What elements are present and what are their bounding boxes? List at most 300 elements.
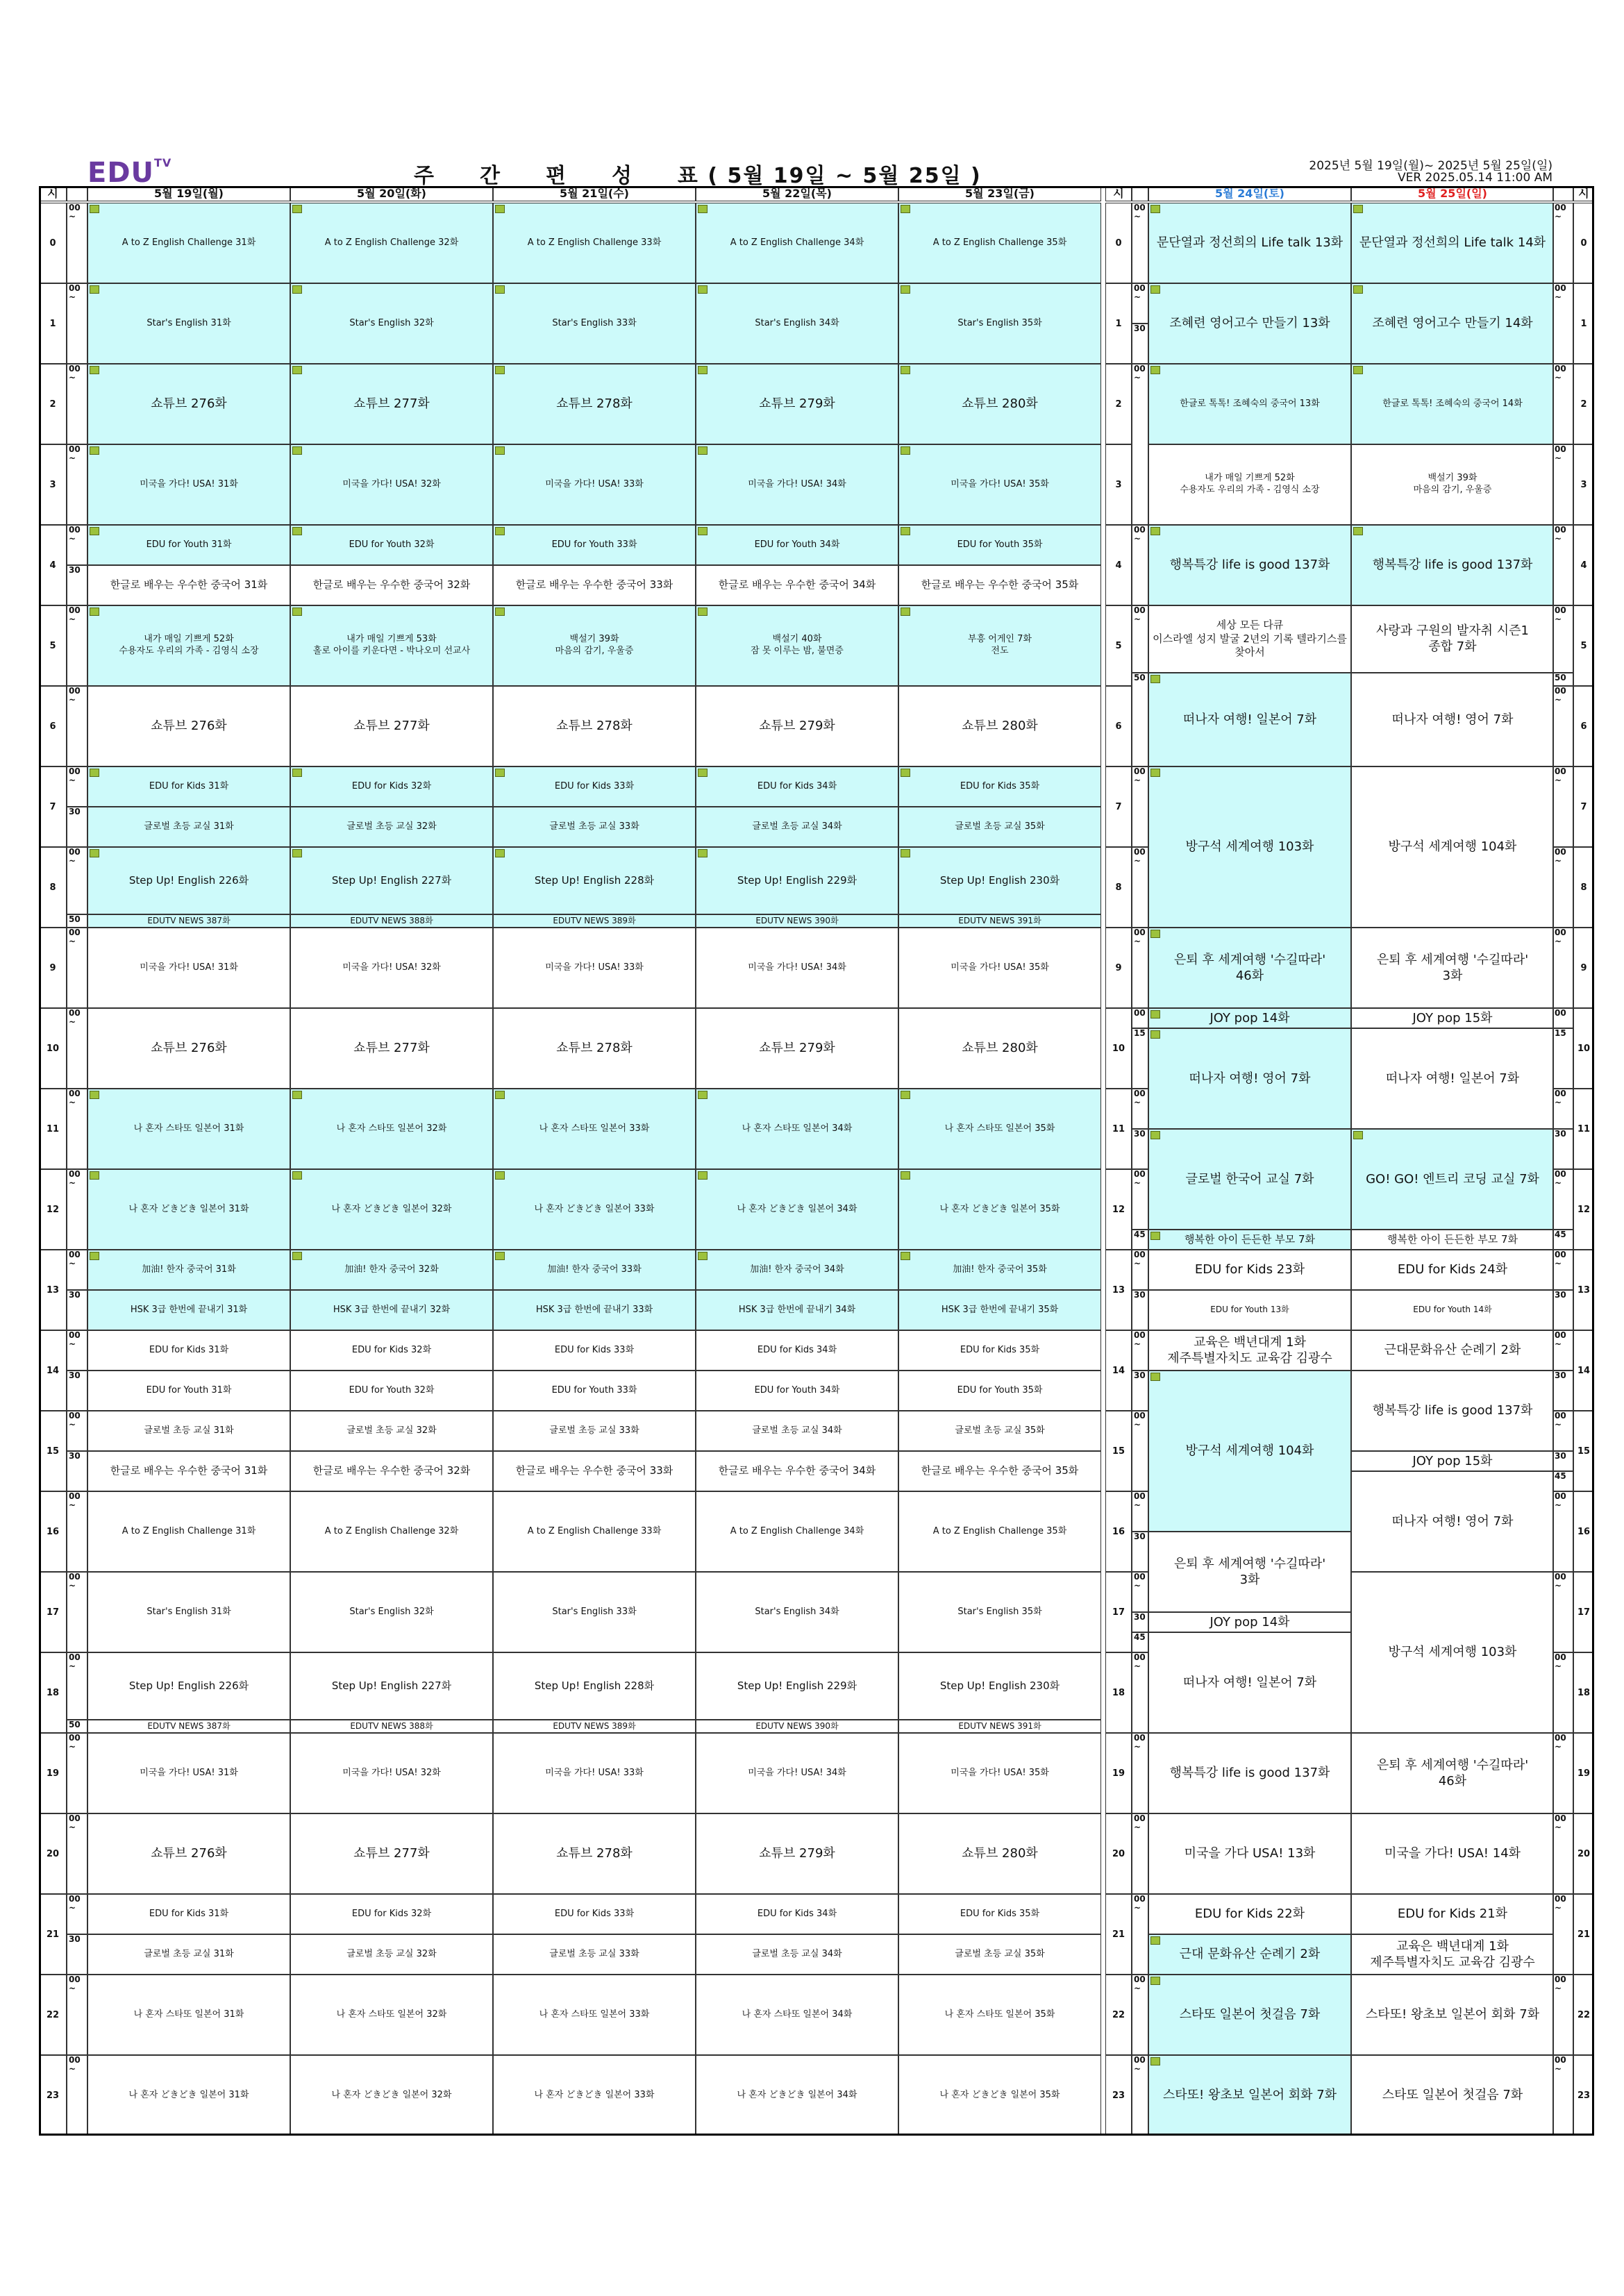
program-cell[interactable]: 백설기 39화 마음의 감기, 우울증 — [493, 605, 696, 686]
program-cell[interactable]: EDU for Kids 33화 — [493, 766, 696, 807]
program-cell[interactable]: HSK 3급 한번에 끝내기 31화 — [87, 1290, 290, 1330]
sun-time-mark: 45 — [1552, 1471, 1573, 1491]
program-cell[interactable]: 나 혼자 どきどき 일본어 33화 — [493, 2055, 696, 2136]
hour-label: 23 — [1573, 2055, 1594, 2136]
program-cell[interactable]: 한글로 배우는 우수한 중국어 35화 — [898, 565, 1101, 605]
program-cell[interactable]: 쇼튜브 279화 — [696, 1008, 898, 1089]
program-cell[interactable]: EDUTV NEWS 391화 — [898, 914, 1101, 928]
program-cell[interactable]: 한글로 배우는 우수한 중국어 31화 — [87, 1451, 290, 1491]
flag-icon — [901, 607, 910, 616]
hour-label: 20 — [1573, 1813, 1594, 1894]
hour-label: 7 — [1573, 766, 1594, 847]
sheet-header — [39, 154, 1594, 187]
hour-label: 12 — [1105, 1169, 1132, 1250]
hour-label: 3 — [39, 444, 67, 525]
sat-program-cell[interactable]: 조혜련 영어고수 만들기 13화 — [1148, 283, 1351, 364]
sun-time-mark: 00 ~ — [1552, 525, 1573, 605]
program-cell[interactable]: HSK 3급 한번에 끝내기 35화 — [898, 1290, 1101, 1330]
sat-program-cell[interactable]: 행복특강 life is good 137화 — [1148, 525, 1351, 605]
program-cell[interactable]: EDU for Kids 33화 — [493, 1894, 696, 1934]
program-cell[interactable]: 글로벌 초등 교실 33화 — [493, 1934, 696, 1975]
program-cell[interactable]: 쇼튜브 278화 — [493, 686, 696, 766]
program-cell[interactable]: 加油! 한자 중국어 35화 — [898, 1250, 1101, 1290]
flag-icon — [90, 1091, 99, 1099]
program-cell[interactable]: HSK 3급 한번에 끝내기 34화 — [696, 1290, 898, 1330]
flag-icon — [1150, 930, 1160, 938]
program-cell[interactable]: Star's English 35화 — [898, 283, 1101, 364]
hour-label: 10 — [39, 1008, 67, 1089]
sun-program-cell[interactable]: 방구석 세계여행 104화 — [1351, 766, 1554, 928]
hour-label: 6 — [1573, 686, 1594, 766]
hour-label: 14 — [1573, 1330, 1594, 1411]
time-mark: 30 — [67, 565, 87, 605]
program-cell[interactable]: EDU for Kids 35화 — [898, 766, 1101, 807]
sun-program-cell[interactable]: JOY pop 15화 — [1351, 1451, 1554, 1471]
program-cell[interactable]: A to Z English Challenge 31화 — [87, 1491, 290, 1572]
program-cell[interactable]: 글로벌 초등 교실 31화 — [87, 1411, 290, 1451]
program-cell[interactable]: 글로벌 초등 교실 34화 — [696, 807, 898, 847]
hour-label: 12 — [1573, 1169, 1594, 1250]
program-cell[interactable]: 한글로 배우는 우수한 중국어 34화 — [696, 565, 898, 605]
time-mark: 00 ~ — [67, 686, 87, 766]
program-cell[interactable]: 백설기 40화 잠 못 이루는 밤, 불면증 — [696, 605, 898, 686]
hour-label: 8 — [39, 847, 67, 928]
flag-icon — [90, 205, 99, 213]
program-cell[interactable]: EDU for Kids 31화 — [87, 1330, 290, 1371]
program-cell[interactable]: 나 혼자 どきどき 일본어 32화 — [290, 2055, 493, 2136]
program-cell[interactable]: 미국을 가다! USA! 34화 — [696, 928, 898, 1008]
time-mark: 00 ~ — [67, 203, 87, 283]
program-cell[interactable]: EDUTV NEWS 388화 — [290, 1720, 493, 1733]
flag-icon — [1353, 527, 1363, 535]
flag-icon — [901, 205, 910, 213]
program-cell[interactable]: 글로벌 초등 교실 33화 — [493, 1411, 696, 1451]
program-cell[interactable]: EDU for Youth 31화 — [87, 525, 290, 565]
sat-time-mark: 30 — [1132, 1290, 1148, 1330]
sat-program-cell[interactable]: 떠나자 여행! 일본어 7화 — [1148, 673, 1351, 766]
program-cell[interactable]: EDU for Youth 32화 — [290, 525, 493, 565]
flag-icon — [90, 607, 99, 616]
program-cell[interactable]: 글로벌 초등 교실 31화 — [87, 1934, 290, 1975]
program-cell[interactable]: 미국을 가다! USA! 35화 — [898, 928, 1101, 1008]
sat-time-mark: 00 ~ — [1132, 1411, 1148, 1491]
program-cell[interactable]: 쇼튜브 276화 — [87, 1813, 290, 1894]
sat-program-cell[interactable]: EDU for Kids 22화 — [1148, 1894, 1351, 1934]
time-mark: 50 — [67, 914, 87, 928]
hour-label: 8 — [1105, 847, 1132, 928]
hour-label: 21 — [39, 1894, 67, 1975]
program-cell[interactable]: 쇼튜브 277화 — [290, 364, 493, 444]
program-cell[interactable]: 쇼튜브 277화 — [290, 1813, 493, 1894]
program-cell[interactable]: Step Up! English 227화 — [290, 847, 493, 914]
sat-program-cell[interactable]: 방구석 세계여행 103화 — [1148, 766, 1351, 928]
sun-program-cell[interactable]: 행복특강 life is good 137화 — [1351, 525, 1554, 605]
program-cell[interactable]: Star's English 34화 — [696, 283, 898, 364]
flag-icon — [698, 527, 708, 535]
program-cell[interactable]: 쇼튜브 279화 — [696, 686, 898, 766]
program-cell[interactable]: EDU for Kids 34화 — [696, 1894, 898, 1934]
program-cell[interactable]: Star's English 32화 — [290, 283, 493, 364]
sat-program-cell[interactable]: 문단열과 정선희의 Life talk 13화 — [1148, 203, 1351, 283]
sun-program-cell[interactable]: JOY pop 15화 — [1351, 1008, 1554, 1028]
sun-program-cell[interactable]: 근대문화유산 순례기 2화 — [1351, 1330, 1554, 1371]
program-cell[interactable]: 쇼튜브 280화 — [898, 1008, 1101, 1089]
program-cell[interactable]: 나 혼자 스타또 일본어 33화 — [493, 1089, 696, 1169]
hour-label: 0 — [1105, 203, 1132, 283]
program-cell[interactable]: 나 혼자 스타또 일본어 31화 — [87, 1089, 290, 1169]
program-cell[interactable]: EDU for Youth 34화 — [696, 525, 898, 565]
program-cell[interactable]: 미국을 가다! USA! 35화 — [898, 1733, 1101, 1813]
program-cell[interactable]: 나 혼자 스타또 일본어 32화 — [290, 1089, 493, 1169]
sat-program-cell[interactable]: EDU for Kids 23화 — [1148, 1250, 1351, 1290]
program-cell[interactable]: 미국을 가다! USA! 33화 — [493, 1733, 696, 1813]
sun-time-mark: 00 ~ — [1552, 928, 1573, 1008]
program-cell[interactable]: EDUTV NEWS 390화 — [696, 1720, 898, 1733]
hour-label: 20 — [39, 1813, 67, 1894]
sun-time-mark: 00 ~ — [1552, 1491, 1573, 1572]
sat-program-cell[interactable]: 근대 문화유산 순례기 2화 — [1148, 1934, 1351, 1975]
sun-program-cell[interactable]: 조혜련 영어고수 만들기 14화 — [1351, 283, 1554, 364]
program-cell[interactable]: 미국을 가다! USA! 33화 — [493, 444, 696, 525]
hour-label: 15 — [1105, 1411, 1132, 1491]
program-cell[interactable]: EDU for Youth 33화 — [493, 525, 696, 565]
program-cell[interactable]: EDUTV NEWS 389화 — [493, 914, 696, 928]
sat-program-cell[interactable]: 행복특강 life is good 137화 — [1148, 1733, 1351, 1813]
program-cell[interactable]: Step Up! English 229화 — [696, 847, 898, 914]
program-cell[interactable]: 加油! 한자 중국어 33화 — [493, 1250, 696, 1290]
hour-label: 14 — [1105, 1330, 1132, 1411]
sat-program-cell[interactable]: EDU for Youth 13화 — [1148, 1290, 1351, 1330]
sat-program-cell[interactable]: 방구석 세계여행 104화 — [1148, 1371, 1351, 1532]
sun-program-cell[interactable]: 한글로 톡톡! 조혜숙의 중국어 14화 — [1351, 364, 1554, 444]
sat-program-cell[interactable]: 떠나자 여행! 영어 7화 — [1148, 1028, 1351, 1129]
flag-icon — [1150, 285, 1160, 294]
program-cell[interactable]: HSK 3급 한번에 끝내기 32화 — [290, 1290, 493, 1330]
hour-label: 16 — [1573, 1491, 1594, 1572]
flag-icon — [901, 446, 910, 455]
sun-program-cell[interactable]: 떠나자 여행! 일본어 7화 — [1351, 1028, 1554, 1129]
program-cell[interactable]: 쇼튜브 278화 — [493, 1813, 696, 1894]
program-cell[interactable]: Step Up! English 228화 — [493, 847, 696, 914]
program-cell[interactable]: 미국을 가다! USA! 31화 — [87, 1733, 290, 1813]
program-cell[interactable]: 내가 매일 기쁘게 52화 수용자도 우리의 가족 - 김영식 소장 — [87, 605, 290, 686]
program-cell[interactable]: 나 혼자 스타또 일본어 32화 — [290, 1975, 493, 2055]
sat-program-cell[interactable]: 한글로 톡톡! 조혜숙의 중국어 13화 — [1148, 364, 1351, 444]
sat-program-cell[interactable]: 세상 모든 다큐 이스라엘 성지 발굴 2년의 기록 텔라기스를 찾아서 — [1148, 605, 1351, 673]
program-cell[interactable]: 나 혼자 どきどき 일본어 31화 — [87, 1169, 290, 1250]
program-cell[interactable]: EDU for Youth 35화 — [898, 1371, 1101, 1411]
hour-label: 14 — [39, 1330, 67, 1411]
program-cell[interactable]: 나 혼자 스타또 일본어 34화 — [696, 1975, 898, 2055]
sun-program-cell[interactable]: 교육은 백년대계 1화 제주특별자치도 교육감 김광수 — [1351, 1934, 1554, 1975]
flag-icon — [1150, 366, 1160, 374]
program-cell[interactable]: Step Up! English 230화 — [898, 847, 1101, 914]
program-cell[interactable]: EDUTV NEWS 390화 — [696, 914, 898, 928]
program-cell[interactable]: A to Z English Challenge 31화 — [87, 203, 290, 283]
program-cell[interactable]: 나 혼자 스타또 일본어 35화 — [898, 1975, 1101, 2055]
hour-label: 1 — [1105, 283, 1132, 364]
program-cell[interactable]: Star's English 33화 — [493, 283, 696, 364]
program-cell[interactable]: 글로벌 초등 교실 32화 — [290, 1411, 493, 1451]
hour-label: 4 — [1105, 525, 1132, 605]
time-mark: 50 — [67, 1720, 87, 1733]
program-cell[interactable]: 나 혼자 스타또 일본어 34화 — [696, 1089, 898, 1169]
sat-program-cell[interactable]: 은퇴 후 세계여행 '수길따라' 3화 — [1148, 1532, 1351, 1612]
program-cell[interactable]: Star's English 31화 — [87, 283, 290, 364]
sun-program-cell[interactable]: 스타또! 왕초보 일본어 회화 7화 — [1351, 1975, 1554, 2055]
time-mark: 00 ~ — [67, 1894, 87, 1934]
program-cell[interactable]: EDU for Kids 32화 — [290, 1894, 493, 1934]
program-cell[interactable]: 미국을 가다! USA! 32화 — [290, 444, 493, 525]
program-cell[interactable]: A to Z English Challenge 33화 — [493, 1491, 696, 1572]
sun-program-cell[interactable]: EDU for Kids 21화 — [1351, 1894, 1554, 1934]
hour-label: 22 — [1105, 1975, 1132, 2055]
program-cell[interactable]: 미국을 가다! USA! 34화 — [696, 444, 898, 525]
sat-program-cell[interactable]: 은퇴 후 세계여행 '수길따라' 46화 — [1148, 928, 1351, 1008]
time-mark: 30 — [67, 1934, 87, 1975]
program-cell[interactable]: 한글로 배우는 우수한 중국어 34화 — [696, 1451, 898, 1491]
sun-time-mark: 45 — [1552, 1230, 1573, 1250]
hour-label: 15 — [39, 1411, 67, 1491]
program-cell[interactable]: 글로벌 초등 교실 32화 — [290, 807, 493, 847]
sat-program-cell[interactable]: 미국을 가다 USA! 13화 — [1148, 1813, 1351, 1894]
hour-label: 16 — [39, 1491, 67, 1572]
flag-icon — [495, 527, 505, 535]
program-cell[interactable]: 加油! 한자 중국어 32화 — [290, 1250, 493, 1290]
flag-icon — [1353, 366, 1363, 374]
program-cell[interactable]: 한글로 배우는 우수한 중국어 33화 — [493, 1451, 696, 1491]
sat-time-mark: 00 ~ — [1132, 1572, 1148, 1612]
program-cell[interactable]: 글로벌 초등 교실 33화 — [493, 807, 696, 847]
sun-program-cell[interactable]: 은퇴 후 세계여행 '수길따라' 46화 — [1351, 1733, 1554, 1813]
hour-label: 6 — [1105, 686, 1132, 766]
hour-label: 1 — [1573, 283, 1594, 364]
program-cell[interactable]: A to Z English Challenge 35화 — [898, 203, 1101, 283]
program-cell[interactable]: 쇼튜브 280화 — [898, 1813, 1101, 1894]
sat-time-mark: 00 ~ — [1132, 2055, 1148, 2136]
program-cell[interactable]: 한글로 배우는 우수한 중국어 32화 — [290, 1451, 493, 1491]
program-cell[interactable]: Star's English 31화 — [87, 1572, 290, 1652]
hour-label: 3 — [1573, 444, 1594, 525]
sun-program-cell[interactable]: 은퇴 후 세계여행 '수길따라' 3화 — [1351, 928, 1554, 1008]
program-cell[interactable]: Step Up! English 226화 — [87, 847, 290, 914]
program-cell[interactable]: EDU for Youth 35화 — [898, 525, 1101, 565]
program-cell[interactable]: 나 혼자 どきどき 일본어 35화 — [898, 1169, 1101, 1250]
program-cell[interactable]: 글로벌 초등 교실 35화 — [898, 1411, 1101, 1451]
sat-program-cell[interactable]: 글로벌 한국어 교실 7화 — [1148, 1129, 1351, 1230]
program-cell[interactable]: A to Z English Challenge 33화 — [493, 203, 696, 283]
program-cell[interactable]: A to Z English Challenge 34화 — [696, 203, 898, 283]
sun-program-cell[interactable]: EDU for Kids 24화 — [1351, 1250, 1554, 1290]
sun-time-mark: 00 ~ — [1552, 1975, 1573, 2055]
program-cell[interactable]: 쇼튜브 276화 — [87, 686, 290, 766]
sat-time-mark: 00 ~ — [1132, 1813, 1148, 1894]
program-cell[interactable]: EDU for Youth 33화 — [493, 1371, 696, 1411]
sun-program-cell[interactable]: 백설기 39화 마음의 감기, 우울증 — [1351, 444, 1554, 525]
program-cell[interactable]: EDU for Youth 34화 — [696, 1371, 898, 1411]
program-cell[interactable]: EDU for Youth 32화 — [290, 1371, 493, 1411]
program-cell[interactable]: Star's English 32화 — [290, 1572, 493, 1652]
program-cell[interactable]: 나 혼자 스타또 일본어 35화 — [898, 1089, 1101, 1169]
program-cell[interactable]: 쇼튜브 279화 — [696, 364, 898, 444]
sun-time-mark: 00 ~ — [1552, 444, 1573, 525]
sun-program-cell[interactable]: 방구석 세계여행 103화 — [1351, 1572, 1554, 1733]
program-cell[interactable]: EDU for Kids 32화 — [290, 766, 493, 807]
program-cell[interactable]: A to Z English Challenge 32화 — [290, 1491, 493, 1572]
flag-icon — [90, 769, 99, 777]
sun-time-mark: 00 ~ — [1552, 1330, 1573, 1371]
program-cell[interactable]: A to Z English Challenge 34화 — [696, 1491, 898, 1572]
flag-icon — [90, 527, 99, 535]
sat-time-mark: 00 ~ — [1132, 1652, 1148, 1733]
program-cell[interactable]: A to Z English Challenge 35화 — [898, 1491, 1101, 1572]
program-cell[interactable]: 加油! 한자 중국어 31화 — [87, 1250, 290, 1290]
program-cell[interactable]: 쇼튜브 277화 — [290, 686, 493, 766]
flag-icon — [495, 285, 505, 294]
program-cell[interactable]: 미국을 가다! USA! 33화 — [493, 928, 696, 1008]
program-cell[interactable]: 글로벌 초등 교실 32화 — [290, 1934, 493, 1975]
sun-program-cell[interactable]: EDU for Youth 14화 — [1351, 1290, 1554, 1330]
program-cell[interactable]: 글로벌 초등 교실 31화 — [87, 807, 290, 847]
program-cell[interactable]: Star's English 34화 — [696, 1572, 898, 1652]
hour-label: 7 — [1105, 766, 1132, 847]
program-cell[interactable]: 쇼튜브 279화 — [696, 1813, 898, 1894]
hour-label: 1 — [39, 283, 67, 364]
flag-icon — [292, 1091, 302, 1099]
sat-program-cell[interactable]: 떠나자 여행! 일본어 7화 — [1148, 1632, 1351, 1733]
program-cell[interactable]: 한글로 배우는 우수한 중국어 31화 — [87, 565, 290, 605]
program-cell[interactable]: 미국을 가다! USA! 34화 — [696, 1733, 898, 1813]
sat-program-cell[interactable]: 행복한 아이 든든한 부모 7화 — [1148, 1230, 1351, 1250]
flag-icon — [901, 527, 910, 535]
sat-program-cell[interactable]: 스타또 일본어 첫걸음 7화 — [1148, 1975, 1351, 2055]
program-cell[interactable]: Step Up! English 229화 — [696, 1652, 898, 1720]
program-cell[interactable]: Step Up! English 230화 — [898, 1652, 1101, 1720]
program-cell[interactable]: 미국을 가다! USA! 35화 — [898, 444, 1101, 525]
sat-time-mark: 00 ~ — [1132, 283, 1148, 324]
hour-label: 5 — [1105, 605, 1132, 686]
sat-time-mark: 00 ~ — [1132, 1491, 1148, 1532]
program-cell[interactable]: 나 혼자 どきどき 일본어 31화 — [87, 2055, 290, 2136]
program-cell[interactable]: 나 혼자 스타또 일본어 33화 — [493, 1975, 696, 2055]
program-cell[interactable]: EDU for Kids 35화 — [898, 1894, 1101, 1934]
time-mark: 00 ~ — [67, 1813, 87, 1894]
program-cell[interactable]: A to Z English Challenge 32화 — [290, 203, 493, 283]
program-cell[interactable]: 나 혼자 스타또 일본어 31화 — [87, 1975, 290, 2055]
program-cell[interactable]: 나 혼자 どきどき 일본어 34화 — [696, 2055, 898, 2136]
program-cell[interactable]: EDU for Youth 31화 — [87, 1371, 290, 1411]
hour-label: 5 — [1573, 605, 1594, 686]
sat-program-cell[interactable]: JOY pop 14화 — [1148, 1612, 1351, 1632]
period-text: 2025년 5월 19일(월)~ 2025년 5월 25일(일) — [1309, 159, 1552, 173]
sun-time-mark: 00 ~ — [1552, 1250, 1573, 1290]
program-cell[interactable]: 글로벌 초등 교실 34화 — [696, 1411, 898, 1451]
program-cell[interactable]: HSK 3급 한번에 끝내기 33화 — [493, 1290, 696, 1330]
program-cell[interactable]: EDU for Kids 33화 — [493, 1330, 696, 1371]
sun-program-cell[interactable]: 떠나자 여행! 영어 7화 — [1351, 1471, 1554, 1572]
program-cell[interactable]: Star's English 35화 — [898, 1572, 1101, 1652]
program-cell[interactable]: 쇼튜브 276화 — [87, 364, 290, 444]
program-cell[interactable]: 쇼튜브 277화 — [290, 1008, 493, 1089]
program-cell[interactable]: EDUTV NEWS 389화 — [493, 1720, 696, 1733]
time-mark: 00 ~ — [67, 1008, 87, 1089]
program-cell[interactable]: 쇼튜브 280화 — [898, 364, 1101, 444]
sun-program-cell[interactable]: 행복한 아이 든든한 부모 7화 — [1351, 1230, 1554, 1250]
program-cell[interactable]: 미국을 가다! USA! 31화 — [87, 444, 290, 525]
program-cell[interactable]: Step Up! English 227화 — [290, 1652, 493, 1720]
sat-program-cell[interactable]: 내가 매일 기쁘게 52화 수용자도 우리의 가족 - 김영식 소장 — [1148, 444, 1351, 525]
program-cell[interactable]: 글로벌 초등 교실 35화 — [898, 807, 1101, 847]
time-mark: 00 ~ — [67, 444, 87, 525]
program-cell[interactable]: EDU for Kids 34화 — [696, 766, 898, 807]
sun-program-cell[interactable]: 미국을 가다! USA! 14화 — [1351, 1813, 1554, 1894]
hour-label: 17 — [1105, 1572, 1132, 1652]
program-cell[interactable]: 미국을 가다! USA! 32화 — [290, 928, 493, 1008]
program-cell[interactable]: 쇼튜브 276화 — [87, 1008, 290, 1089]
program-cell[interactable]: Star's English 33화 — [493, 1572, 696, 1652]
program-cell[interactable]: EDUTV NEWS 391화 — [898, 1720, 1101, 1733]
program-cell[interactable]: 글로벌 초등 교실 34화 — [696, 1934, 898, 1975]
program-cell[interactable]: EDU for Kids 32화 — [290, 1330, 493, 1371]
flag-icon — [901, 1252, 910, 1260]
sat-time-mark: 50 — [1132, 673, 1148, 766]
program-cell[interactable]: EDU for Kids 31화 — [87, 766, 290, 807]
program-cell[interactable]: 加油! 한자 중국어 34화 — [696, 1250, 898, 1290]
time-mark: 30 — [67, 1290, 87, 1330]
program-cell[interactable]: EDUTV NEWS 387화 — [87, 1720, 290, 1733]
program-cell[interactable]: 한글로 배우는 우수한 중국어 35화 — [898, 1451, 1101, 1491]
program-cell[interactable]: EDU for Kids 31화 — [87, 1894, 290, 1934]
program-cell[interactable]: 나 혼자 どきどき 일본어 32화 — [290, 1169, 493, 1250]
hour-col-header: 시 — [39, 186, 67, 201]
program-cell[interactable]: 쇼튜브 278화 — [493, 364, 696, 444]
sun-program-cell[interactable]: 스타또 일본어 첫걸음 7화 — [1351, 2055, 1554, 2136]
program-cell[interactable]: EDUTV NEWS 388화 — [290, 914, 493, 928]
flag-icon — [698, 849, 708, 857]
program-cell[interactable]: Step Up! English 228화 — [493, 1652, 696, 1720]
hour-label: 2 — [39, 364, 67, 444]
program-cell[interactable]: 미국을 가다! USA! 31화 — [87, 928, 290, 1008]
sat-program-cell[interactable]: 스타또! 왕초보 일본어 회화 7화 — [1148, 2055, 1351, 2136]
program-cell[interactable]: 내가 매일 기쁘게 53화 홀로 아이를 키운다면 - 박나오미 선교사 — [290, 605, 493, 686]
sun-program-cell[interactable]: GO! GO! 엔트리 코딩 교실 7화 — [1351, 1129, 1554, 1230]
time-mark: 00 ~ — [67, 1652, 87, 1720]
program-cell[interactable]: 한글로 배우는 우수한 중국어 33화 — [493, 565, 696, 605]
program-cell[interactable]: EDUTV NEWS 387화 — [87, 914, 290, 928]
sun-program-cell[interactable]: 떠나자 여행! 영어 7화 — [1351, 673, 1554, 766]
program-cell[interactable]: 글로벌 초등 교실 35화 — [898, 1934, 1101, 1975]
program-cell[interactable]: 쇼튜브 278화 — [493, 1008, 696, 1089]
program-cell[interactable]: 한글로 배우는 우수한 중국어 32화 — [290, 565, 493, 605]
flag-icon — [1150, 1373, 1160, 1381]
program-cell[interactable]: 나 혼자 どきどき 일본어 35화 — [898, 2055, 1101, 2136]
program-cell[interactable]: Step Up! English 226화 — [87, 1652, 290, 1720]
sat-program-cell[interactable]: JOY pop 14화 — [1148, 1008, 1351, 1028]
hour-label: 0 — [39, 203, 67, 283]
program-cell[interactable]: 미국을 가다! USA! 32화 — [290, 1733, 493, 1813]
sun-program-cell[interactable]: 사랑과 구원의 발자취 시즌1 종합 7화 — [1351, 605, 1554, 673]
program-cell[interactable]: 나 혼자 どきどき 일본어 33화 — [493, 1169, 696, 1250]
sun-program-cell[interactable]: 행복특강 life is good 137화 — [1351, 1371, 1554, 1451]
flag-icon — [698, 285, 708, 294]
program-cell[interactable]: 나 혼자 どきどき 일본어 34화 — [696, 1169, 898, 1250]
program-cell[interactable]: EDU for Kids 35화 — [898, 1330, 1101, 1371]
program-cell[interactable]: EDU for Kids 34화 — [696, 1330, 898, 1371]
program-cell[interactable]: 부흥 어게인 7화 전도 — [898, 605, 1101, 686]
program-cell[interactable]: 쇼튜브 280화 — [898, 686, 1101, 766]
sun-program-cell[interactable]: 문단열과 정선희의 Life talk 14화 — [1351, 203, 1554, 283]
sat-program-cell[interactable]: 교육은 백년대계 1화 제주특별자치도 교육감 김광수 — [1148, 1330, 1351, 1371]
